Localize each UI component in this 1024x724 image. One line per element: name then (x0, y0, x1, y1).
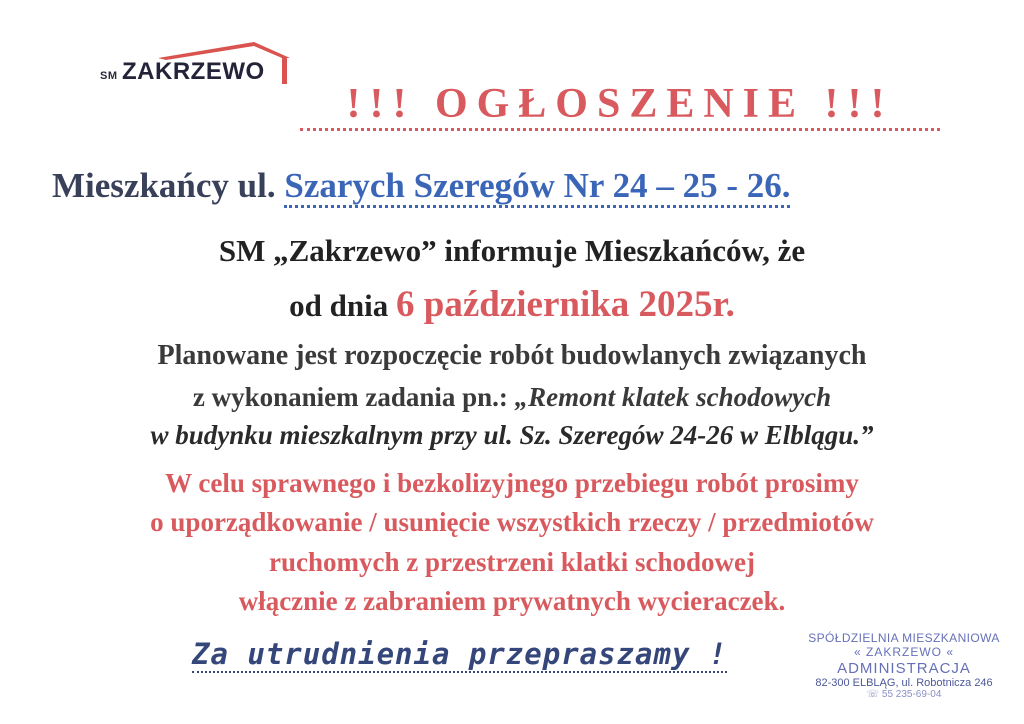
stamp-line: « ZAKRZEWO « (853, 644, 954, 659)
start-date: 6 października 2025r. (396, 284, 735, 325)
request-line: włącznie z zabraniem prywatnych wycieraczek. (238, 586, 786, 616)
inform-line: SM „Zakrzewo” informuje Mieszkańców, że (218, 233, 806, 268)
stamp-line: ☏ 55 235-69-04 (866, 689, 942, 701)
residents-line (52, 166, 790, 206)
logo (96, 36, 296, 92)
apology-line: Za utrudnienia przepraszamy ! (192, 637, 728, 671)
task-line (0, 382, 1024, 413)
date-prefix: od dnia (289, 288, 389, 323)
planned-line: Planowane jest rozpoczęcie robót budowlanych związanych (157, 340, 867, 371)
task-name: „Remont klatek schodowych (514, 382, 832, 412)
residents-street: Szarych Szeregów Nr 24 – 25 - 26. (284, 166, 790, 208)
request-line: ruchomych z przestrzeni klatki schodowej (269, 547, 755, 577)
date-line (0, 283, 1024, 326)
logo-name: ZAKRZEWO (122, 58, 265, 85)
stamp-line: 82-300 ELBLĄG, ul. Robotnicza 246 (815, 676, 993, 689)
task-prefix: z wykonaniem zadania pn.: (192, 382, 515, 412)
building-line: w budynku mieszkalnym przy ul. Sz. Szeregów 24-26 w Elblągu.” (150, 420, 874, 450)
notice-title: !!! OGŁOSZENIE !!! (300, 80, 940, 131)
residents-prefix: Mieszkańcy ul. (52, 166, 276, 205)
administration-stamp (796, 632, 1012, 701)
request-line: o uporządkowanie / usunięcie wszystkich rzeczy / przedmiotów (150, 507, 874, 537)
stamp-line: SPÓŁDZIELNIA MIESZKANIOWA (808, 631, 1000, 645)
logo-prefix: SM (100, 70, 118, 82)
stamp-line: ADMINISTRACJA (837, 659, 971, 677)
request-line: W celu sprawnego i bezkolizyjnego przebiegu robót prosimy (165, 468, 859, 498)
